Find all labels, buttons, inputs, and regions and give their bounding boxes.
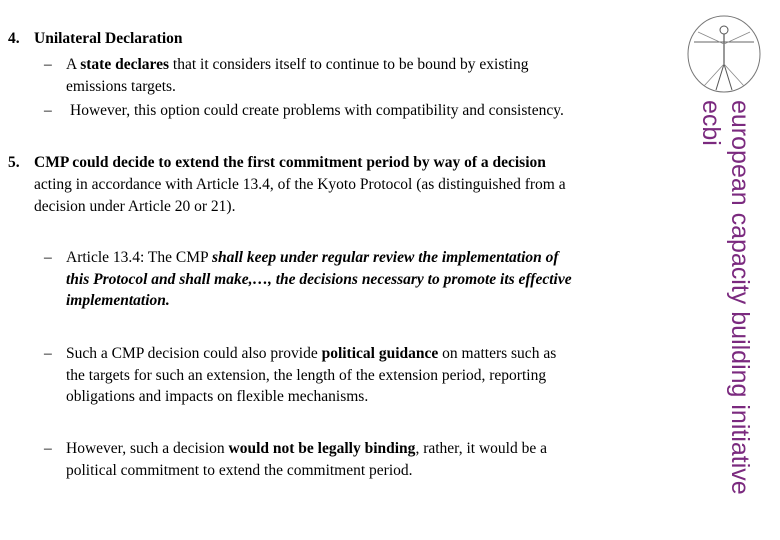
bullet-5-line-2: political commitment to extend the commitment period. xyxy=(66,462,413,479)
bullet-dash: – xyxy=(44,440,52,457)
bold-text: would not be legally binding xyxy=(228,440,416,457)
bullet-4-line-3: obligations and impacts on flexible mechanisms. xyxy=(66,388,369,405)
section-5-line-3: decision under Article 20 or 21). xyxy=(34,198,236,215)
text: Article 13.4: The CMP xyxy=(66,249,212,266)
bullet-5-line-1 xyxy=(66,439,547,459)
bullet-3-line-2: this Protocol and shall make,…, the decisions necessary to promote its effective xyxy=(66,271,572,288)
bullet-4-line-1 xyxy=(66,344,556,364)
text: However, such a decision xyxy=(66,440,229,457)
bullet-3-line-3: implementation. xyxy=(66,292,170,309)
org-name-vertical: european capacity building initiative xyxy=(726,100,754,495)
text: A xyxy=(66,56,81,73)
bullet-3-line-1 xyxy=(66,248,559,268)
text: on matters such as xyxy=(438,345,557,362)
bullet-dash: – xyxy=(44,249,52,266)
bold-text: state declares xyxy=(80,56,170,73)
bullet-2: However, this option could create problems with compatibility and consistency. xyxy=(70,102,564,119)
text: that it considers itself to continue to be bound by existing xyxy=(169,56,529,73)
bullet-4-line-2: the targets for such an extension, the length of the extension period, reporting xyxy=(66,367,547,384)
section-5-line-1: CMP could decide to extend the first commitment period by way of a decision xyxy=(34,154,546,171)
text: , rather, it would be a xyxy=(415,440,547,457)
bold-italic-text: shall keep under regular review the implementation of xyxy=(211,249,559,266)
vitruvian-man-logo-icon xyxy=(684,14,764,94)
section-4-title: Unilateral Declaration xyxy=(34,30,183,47)
bullet-dash: – xyxy=(44,345,52,362)
section-5-number: 5. xyxy=(8,154,20,171)
text: Such a CMP decision could also provide xyxy=(66,345,322,362)
bullet-1-line-1 xyxy=(66,55,529,75)
bold-text: political guidance xyxy=(321,345,439,362)
org-acronym-vertical: ecbi xyxy=(697,100,725,146)
bullet-dash: – xyxy=(44,56,52,73)
bullet-dash: – xyxy=(44,102,52,119)
section-5-line-2: acting in accordance with Article 13.4, of the Kyoto Protocol (as distinguished from a xyxy=(34,176,566,193)
bullet-1-line-2: emissions targets. xyxy=(66,78,176,95)
section-4-number: 4. xyxy=(8,30,20,47)
